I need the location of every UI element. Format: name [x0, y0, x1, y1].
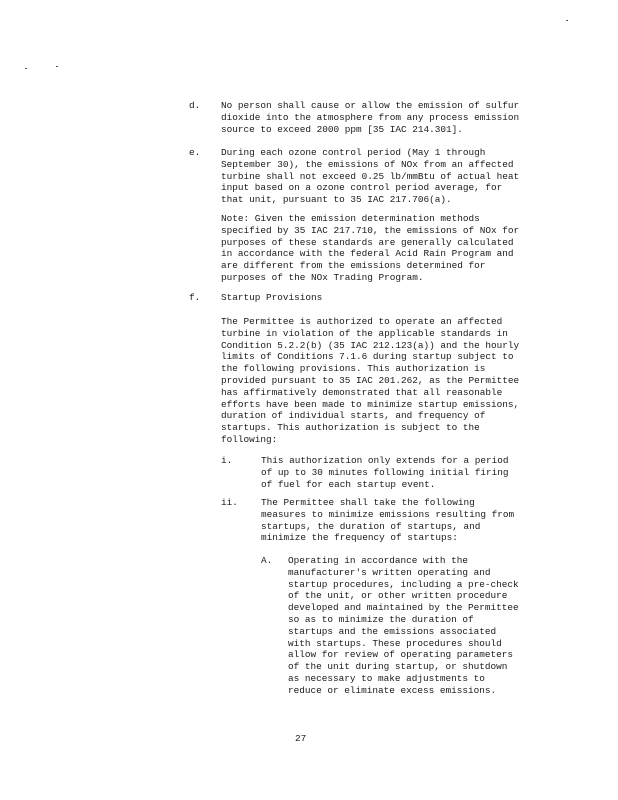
text-line: developed and maintained by the Permittee [288, 602, 519, 614]
note-line: Note: Given the emission determination methods [221, 213, 480, 224]
text-line: During each ozone control period (May 1 through [221, 147, 486, 158]
text-line: with startups. These procedures should [288, 637, 502, 649]
text-line: so as to minimize the duration of [288, 613, 474, 625]
text-line: startup procedures, including a pre-check [288, 578, 519, 590]
text-line: minimize the frequency of startups: [261, 532, 458, 544]
note-line: purposes of the NOx Trading Program. [221, 271, 424, 283]
text-line: allow for review of operating parameters [288, 649, 514, 661]
text-line: measures to minimize emissions resulting from [261, 508, 515, 520]
text-line: turbine shall not exceed 0.25 lb/mmBtu of actual heat [221, 170, 520, 182]
text-line: of up to 30 minutes following initial firing [261, 466, 509, 478]
text-line: of the unit, or other written procedure [288, 590, 508, 602]
text-line: This authorization only extends for a period [261, 455, 509, 466]
text-line: Operating in accordance with the [288, 555, 469, 566]
text-line: startups and the emissions associated [288, 625, 497, 637]
scan-speck [25, 68, 27, 69]
item-e-text [221, 147, 519, 206]
text-line: following: [221, 433, 278, 445]
item-label-f: f. [189, 292, 201, 303]
item-d-text [221, 100, 519, 135]
item-f-heading: Startup Provisions [221, 292, 323, 303]
text-line: of fuel for each startup event. [261, 478, 436, 490]
text-line: dioxide into the atmosphere from any process emission [221, 111, 520, 123]
text-line: source to exceed 2000 ppm [35 IAC 214.301]. [221, 123, 463, 135]
text-line: turbine in violation of the applicable standards in [221, 327, 508, 339]
text-line: input based on a ozone control period average, for [221, 182, 503, 194]
text-line: efforts have been made to minimize startup emissions, [221, 398, 520, 410]
subitem-label-A: A. [261, 555, 273, 566]
subitem-A-text [288, 555, 519, 697]
text-line: manufacturer's written operating and [288, 566, 491, 578]
note-line: specified by 35 IAC 217.710, the emissions of NOx for [221, 224, 520, 236]
text-line: that unit, pursuant to 35 IAC 217.706(a). [221, 194, 452, 206]
scan-speck [566, 20, 568, 21]
text-line: duration of individual starts, and frequency of [221, 410, 486, 422]
text-line: reduce or eliminate excess emissions. [288, 684, 497, 696]
text-line: of the unit during startup, or shutdown [288, 661, 508, 673]
page-number: 27 [295, 733, 307, 744]
text-line: as necessary to make adjustments to [288, 672, 485, 684]
item-label-e: e. [189, 147, 201, 158]
subitem-label-ii: ii. [221, 497, 238, 508]
subitem-i-text [261, 455, 509, 490]
text-line: has affirmatively demonstrated that all reasonable [221, 386, 503, 398]
text-line: September 30), the emissions of NOx from an affected [221, 158, 514, 170]
scan-speck [56, 66, 58, 67]
text-line: The Permittee is authorized to operate an affected [221, 316, 503, 327]
text-line: the following provisions. This authorization is [221, 363, 486, 375]
item-label-d: d. [189, 100, 201, 111]
text-line: Condition 5.2.2(b) (35 IAC 212.123(a)) and the hourly [221, 339, 520, 351]
item-f-text [221, 316, 519, 446]
note-line: in accordance with the federal Acid Rain Program and [221, 248, 514, 260]
text-line: limits of Conditions 7.1.6 during startup subject to [221, 351, 514, 363]
text-line: provided pursuant to 35 IAC 201.262, as the Permittee [221, 374, 520, 386]
subitem-ii-text [261, 497, 514, 544]
note-line: purposes of these standards are generally calculated [221, 236, 514, 248]
text-line: The Permittee shall take the following [261, 497, 475, 508]
note-line: are different from the emissions determined for [221, 260, 486, 272]
text-line: startups. This authorization is subject to the [221, 422, 480, 434]
text-line: No person shall cause or allow the emission of sulfur [221, 100, 520, 111]
text-line: startups, the duration of startups, and [261, 520, 481, 532]
subitem-label-i: i. [221, 455, 233, 466]
item-e-note [221, 213, 519, 284]
